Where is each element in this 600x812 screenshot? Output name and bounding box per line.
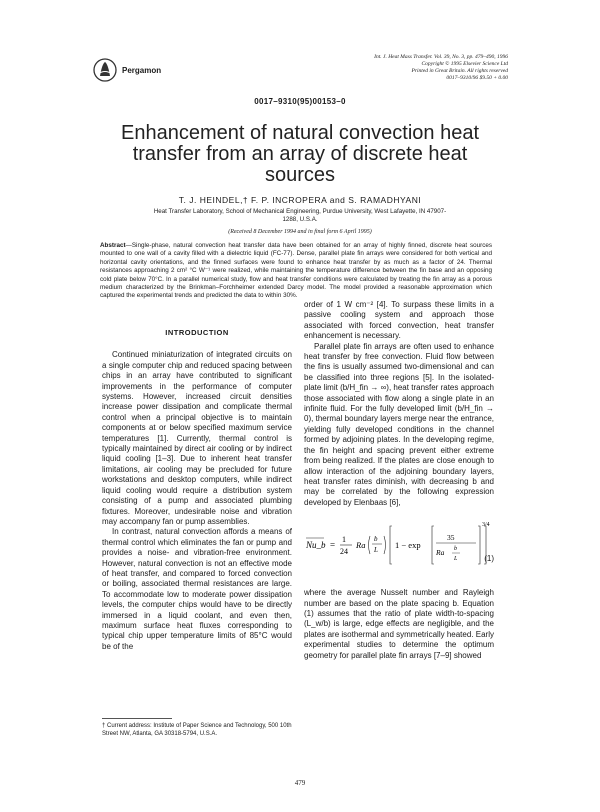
paper-title: Enhancement of natural convection heat transfer from an array of discrete heat sources <box>120 122 480 186</box>
journal-line: Printed in Great Britain. All rights reserved <box>411 68 508 74</box>
paragraph: order of 1 W cm⁻² [4]. To surpass these limits in a passive cooling system and approach those associated with forced convection, heat transfer enhancement is necessary. <box>304 300 494 341</box>
eq-paren-left <box>369 536 371 554</box>
eq-b: b <box>374 535 378 544</box>
eq-paren-right <box>384 536 386 554</box>
journal-line: 0017–9310/96 $9.50 + 0.00 <box>446 75 508 81</box>
eq-lhs: Nu_b <box>306 540 326 551</box>
left-column <box>102 300 292 652</box>
publisher-name: Pergamon <box>122 66 162 75</box>
eq-equals: = <box>330 540 336 551</box>
doi: 0017–9310(95)00153–0 <box>254 97 346 106</box>
eq-L: L <box>374 546 378 555</box>
eq-exponent: 3/4 <box>482 522 490 529</box>
paragraph: where the average Nusselt number and Rayleigh number are based on the plate spacing b. Equation (1) assumes that the ratio of plate width-to-spacing (L_w/b) is large, edge effects are negligible, and the plates are isothermal and symmetrically heated. Early experimental studies to determine the optimum geometry for parallel plate fin arrays [7–9] showed <box>304 588 494 660</box>
equation-1 <box>304 512 494 582</box>
abstract-label: Abstract <box>100 242 126 249</box>
footnote-rule <box>102 718 172 719</box>
paragraph: In contrast, natural convection affords a means of thermal control which eliminates the fan or pump and provides a noise- and vibration-free environment. However, natural convection is not an effective mode of heat transfer, and compared to forced convection or boiling, associated thermal resistances are large. To accommodate low to moderate power dissipation levels, the computer chips would have to be directly immersed in a liquid coolant, and even then, maximum surface heat fluxes corresponding to typical chip upper temperature limits of 85°C would be of the <box>102 527 292 651</box>
page-number: 479 <box>294 779 306 787</box>
eq-frac-num: 1 <box>342 535 346 545</box>
journal-info <box>288 54 508 82</box>
eq-ra-2: Ra <box>436 548 445 558</box>
journal-line: Int. J. Heat Mass Transfer. Vol. 39, No. 3, pp. 479–490, 1996 <box>374 54 508 60</box>
eq-const-35: 35 <box>447 533 455 543</box>
abstract <box>100 242 492 301</box>
journal-line: Copyright © 1995 Elsevier Science Ltd <box>421 61 508 67</box>
affiliation: Heat Transfer Laboratory, School of Mechanical Engineering, Purdue University, West Lafayette, IN 47907-1288, U.S.A. <box>153 208 447 223</box>
section-heading-introduction: INTRODUCTION <box>165 328 229 337</box>
abstract-text: —Single-phase, natural convection heat transfer data have been obtained for an array of highly finned, discrete heat sources mounted to one wall of a cavity filled with a dielectric liquid (FC-77). Dense, parallel plate fin arrays were considered for both vertical and horizontal cavity orientations, and the finned surfaces were found to enhance heat transfer by as much as a factor of 24. Thermal resistances approaching 2 cm² °C W⁻¹ were realized, while maintaining the temperature difference between the fin base and an opposing cold plate below 70°C. In a parallel numerical study, flow and heat transfer conditions were calculated by treating the fin array as a porous medium characterized by the Brinkman–Forchheimer extended Darcy model. The model provided a reasonable approximation which captured the experimental trends and predicted the data to within 30%. <box>100 242 492 300</box>
eq-frac-den: 24 <box>340 547 348 557</box>
eq-one-minus-exp: 1 − exp <box>395 540 421 551</box>
eq-bracket-left <box>390 526 392 564</box>
footnote: † Current address: Institute of Paper Science and Technology, 500 10th Street NW, Atlanta, GA 30318-5794, U.S.A. <box>102 723 292 737</box>
eq-bracket-inner-right <box>478 526 480 564</box>
eq-ra: Ra <box>356 540 366 551</box>
authors: T. J. HEINDEL,† F. P. INCROPERA and S. RAMADHYANI <box>178 195 422 205</box>
eq-L-2: L <box>454 556 458 563</box>
paragraph: Continued miniaturization of integrated circuits on a single computer chip and reduced spacing between chips in an array have contributed to significant improvements in the performance of computer systems. However, increased circuit densities increase power dissipation and complicate thermal control when a principal objective is to maintain components at or below specified maximum service temperatures [1]. Currently, thermal control is typically maintained by direct air cooling or by indirect liquid cooling [1–3]. Due to inherent heat transfer limitations, air cooling may be precluded for future workstations and desktop computers, while indirect liquid cooling would require a distribution system consisting of a pump and associated plumbing fixtures. Moreover, undesirable noise and vibration may accompany fan or pump assemblies. <box>102 350 292 526</box>
publisher-logo <box>92 56 118 84</box>
right-column <box>304 300 494 661</box>
paragraph: Parallel plate fin arrays are often used to enhance heat transfer by free convection. Fluid flow between the fins is usually assumed two-dimensional and can be classified into three regions [5]. In the isolated-plate limit (b/H_fin → ∞), heat transfer rates approach those associated with flow along a single plate in an infinite fluid. For the fully developed limit (b/H_fin → 0), thermal boundary layers merge near the entrance, yielding fully developed conditions in the channel formed by adjoining plates. In the developing regime, the fin height and spacing prevent either extreme from being realized. If the plates are close enough to allow interaction of the adjoining boundary layers, heat transfer rates diminish, with decreasing b and may be correlated by the following expression developed by Elenbaas [6], <box>304 341 494 507</box>
received-date: (Received 8 December 1994 and in final form 6 April 1995) <box>228 229 372 235</box>
eq-bracket-inner-left <box>432 526 434 564</box>
eq-b-2: b <box>454 546 457 553</box>
equation-number: (1) <box>484 554 494 564</box>
